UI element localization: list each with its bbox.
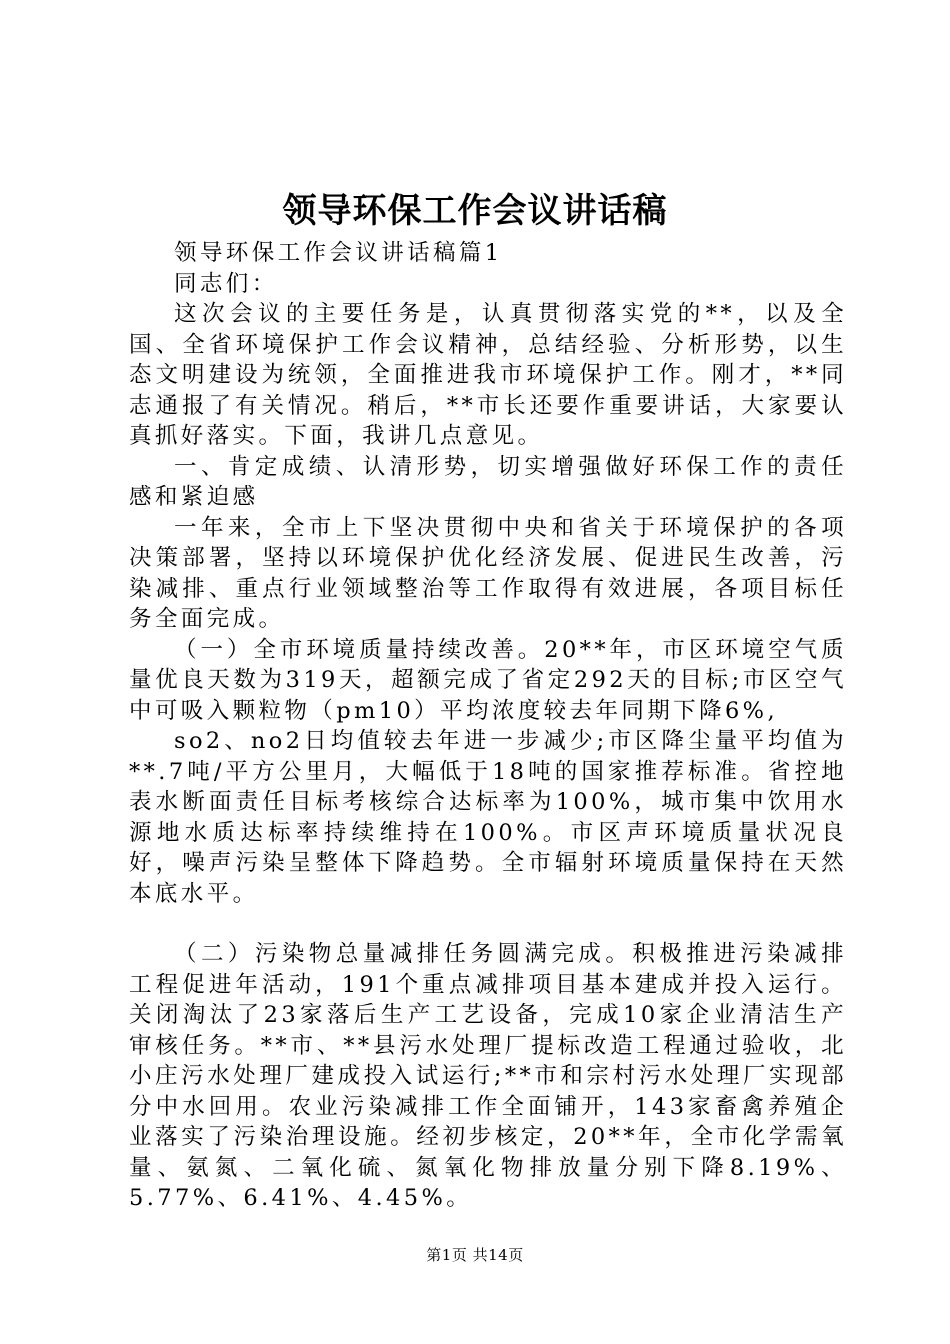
page-number: 第1页 共14页 (426, 1246, 524, 1264)
paragraph: 一、肯定成绩、认清形势，切实增强做好环保工作的责任感和紧迫感 (129, 453, 847, 510)
paragraph: 这次会议的主要任务是，认真贯彻落实党的**，以及全国、全省环境保护工作会议精神，总结经验、分析形势，以生态文明建设为统领，全面推进我市环境保护工作。刚才，**同志通报了有关情况。稍后，**市长还要作重要讲话，大家要认真抓好落实。下面，我讲几点意见。 (129, 301, 847, 449)
salutation: 同志们： (174, 270, 278, 297)
paragraph: （一）全市环境质量持续改善。20**年，市区环境空气质量优良天数为319天，超额完成了省定292天的目标;市区空气中可吸入颗粒物（pm10）平均浓度较去年同期下降6%, (129, 636, 847, 724)
document-title: 领导环保工作会议讲话稿 (282, 191, 668, 231)
paragraph: 一年来，全市上下坚决贯彻中央和省关于环境保护的各项决策部署，坚持以环境保护优化经济发展、促进民生改善，污染减排、重点行业领域整治等工作取得有效进展，各项目标任务全面完成。 (129, 514, 847, 632)
section-heading: 领导环保工作会议讲话稿篇1 (174, 240, 503, 266)
paragraph: （二）污染物总量减排任务圆满完成。积极推进污染减排工程促进年活动，191个重点减排项目基本建成并投入运行。关闭淘汰了23家落后生产工艺设备，完成10家企业清洁生产审核任务。**市、**县污水处理厂提标改造工程通过验收，北小庄污水处理厂建成投入试运行;**市和宗村污水处理厂实现部分中水回用。农业污染减排工作全面铺开，143家畜禽养殖企业落实了污染治理设施。经初步核定，20**年，全市化学需氧量、氨氮、二氧化硫、氮氧化物排放量分别下降8.19%、5.77%、6.41%、4.45%。 (129, 941, 847, 1211)
document-body (129, 238, 847, 1214)
paragraph: so2、no2日均值较去年进一步减少;市区降尘量平均值为**.7吨/平方公里月，大幅低于18吨的国家推荐标准。省控地表水断面责任目标考核综合达标率为100%，城市集中饮用水源地水质达标率持续维持在100%。市区声环境质量状况良好，噪声污染呈整体下降趋势。全市辐射环境质量保持在天然本底水平。 (129, 728, 847, 907)
